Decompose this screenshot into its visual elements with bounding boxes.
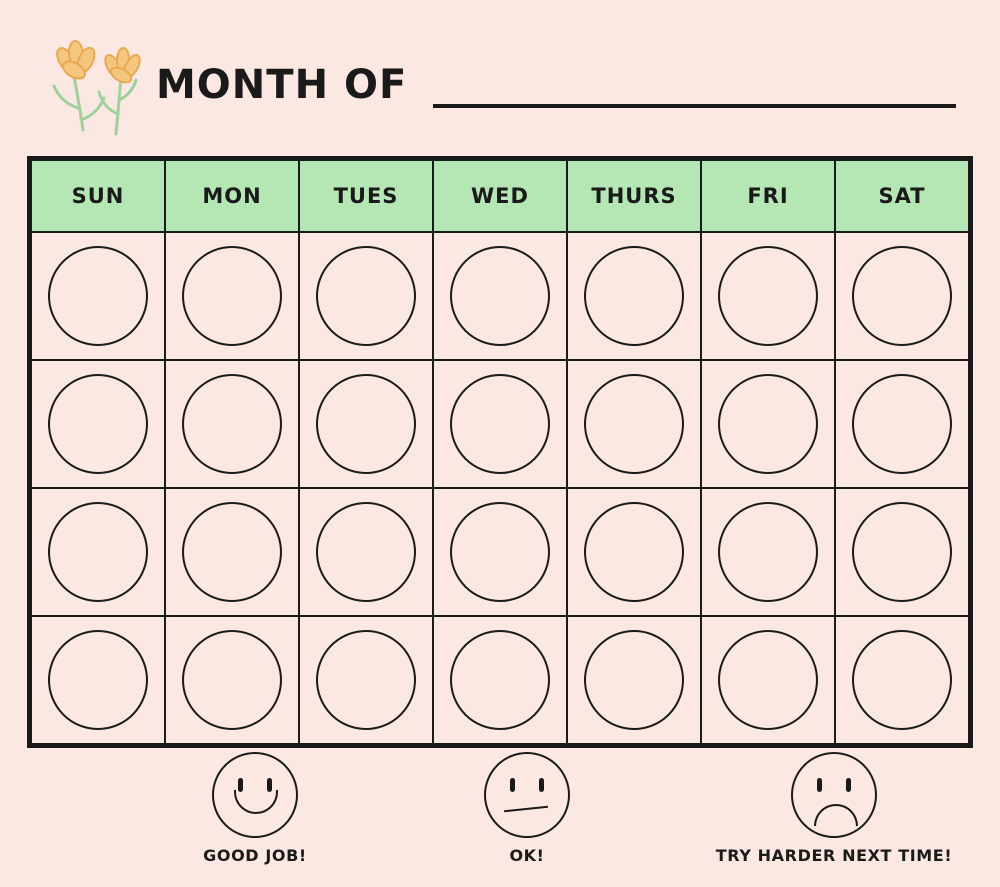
day-sticker-circle[interactable] — [316, 246, 416, 346]
calendar-day-cell[interactable] — [567, 232, 701, 360]
calendar-day-cell[interactable] — [165, 360, 299, 488]
day-sticker-circle[interactable] — [182, 246, 282, 346]
page-title: MONTH OF — [156, 62, 408, 108]
day-sticker-circle[interactable] — [48, 246, 148, 346]
day-sticker-circle[interactable] — [852, 502, 952, 602]
calendar-body — [31, 232, 969, 744]
calendar-day-cell[interactable] — [433, 232, 567, 360]
day-sticker-circle[interactable] — [450, 502, 550, 602]
calendar-grid — [27, 156, 973, 748]
calendar-day-cell[interactable] — [165, 616, 299, 744]
calendar-day-cell[interactable] — [567, 360, 701, 488]
day-sticker-circle[interactable] — [182, 630, 282, 730]
eye-right — [539, 778, 544, 792]
sad-face-icon — [791, 752, 877, 838]
eye-left — [510, 778, 515, 792]
day-sticker-circle[interactable] — [584, 502, 684, 602]
calendar-day-cell[interactable] — [299, 360, 433, 488]
month-name-blank-line[interactable] — [433, 62, 956, 108]
day-sticker-circle[interactable] — [718, 246, 818, 346]
day-sticker-circle[interactable] — [718, 502, 818, 602]
calendar-day-cell[interactable] — [567, 488, 701, 616]
flowers-icon — [28, 30, 148, 140]
calendar-day-cell[interactable] — [835, 616, 969, 744]
page-header — [28, 30, 972, 140]
legend-item-good-job — [105, 752, 405, 865]
calendar-week-row — [31, 488, 969, 616]
calendar-day-cell[interactable] — [433, 488, 567, 616]
weekday-header-mon: MON — [165, 160, 299, 232]
day-sticker-circle[interactable] — [316, 630, 416, 730]
weekday-header-wed: WED — [433, 160, 567, 232]
day-sticker-circle[interactable] — [584, 630, 684, 730]
day-sticker-circle[interactable] — [450, 246, 550, 346]
calendar-day-cell[interactable] — [165, 488, 299, 616]
mouth-frown — [814, 804, 858, 826]
calendar-day-cell[interactable] — [299, 616, 433, 744]
calendar-day-cell[interactable] — [299, 488, 433, 616]
calendar-week-row — [31, 232, 969, 360]
calendar-day-cell[interactable] — [835, 488, 969, 616]
day-sticker-circle[interactable] — [48, 374, 148, 474]
day-sticker-circle[interactable] — [852, 630, 952, 730]
calendar-day-cell[interactable] — [433, 616, 567, 744]
day-sticker-circle[interactable] — [584, 246, 684, 346]
calendar-day-cell[interactable] — [701, 488, 835, 616]
calendar-day-cell[interactable] — [701, 232, 835, 360]
day-sticker-circle[interactable] — [450, 630, 550, 730]
day-sticker-circle[interactable] — [316, 502, 416, 602]
calendar-day-cell[interactable] — [835, 232, 969, 360]
day-sticker-circle[interactable] — [718, 374, 818, 474]
calendar-day-cell[interactable] — [701, 360, 835, 488]
calendar-week-row — [31, 360, 969, 488]
legend-item-try-harder — [684, 752, 984, 865]
calendar-day-cell[interactable] — [31, 616, 165, 744]
day-sticker-circle[interactable] — [584, 374, 684, 474]
weekday-header-row — [31, 160, 969, 232]
day-sticker-circle[interactable] — [48, 630, 148, 730]
day-sticker-circle[interactable] — [182, 374, 282, 474]
calendar-day-cell[interactable] — [31, 232, 165, 360]
weekday-header-sun: SUN — [31, 160, 165, 232]
weekday-header-thurs: THURS — [567, 160, 701, 232]
smiley-face-icon — [212, 752, 298, 838]
calendar-day-cell[interactable] — [835, 360, 969, 488]
day-sticker-circle[interactable] — [852, 246, 952, 346]
day-sticker-circle[interactable] — [852, 374, 952, 474]
eye-right — [846, 778, 851, 792]
legend-label-ok: OK! — [509, 846, 545, 865]
neutral-face-icon — [484, 752, 570, 838]
eye-left — [817, 778, 822, 792]
calendar-day-cell[interactable] — [567, 616, 701, 744]
calendar-day-cell[interactable] — [165, 232, 299, 360]
day-sticker-circle[interactable] — [718, 630, 818, 730]
day-sticker-circle[interactable] — [450, 374, 550, 474]
legend-label-good-job: GOOD JOB! — [203, 846, 307, 865]
day-sticker-circle[interactable] — [48, 502, 148, 602]
day-sticker-circle[interactable] — [316, 374, 416, 474]
weekday-header-fri: FRI — [701, 160, 835, 232]
calendar-week-row — [31, 616, 969, 744]
day-sticker-circle[interactable] — [182, 502, 282, 602]
mouth-smile — [234, 790, 278, 814]
calendar-day-cell[interactable] — [31, 360, 165, 488]
legend-label-try-harder: TRY HARDER NEXT TIME! — [715, 846, 953, 865]
legend-item-ok — [377, 752, 677, 865]
weekday-header-tues: TUES — [299, 160, 433, 232]
calendar-day-cell[interactable] — [701, 616, 835, 744]
calendar-day-cell[interactable] — [299, 232, 433, 360]
weekday-header-sat: SAT — [835, 160, 969, 232]
mouth-flat — [504, 806, 548, 813]
legend — [27, 752, 973, 872]
calendar-day-cell[interactable] — [433, 360, 567, 488]
calendar-day-cell[interactable] — [31, 488, 165, 616]
